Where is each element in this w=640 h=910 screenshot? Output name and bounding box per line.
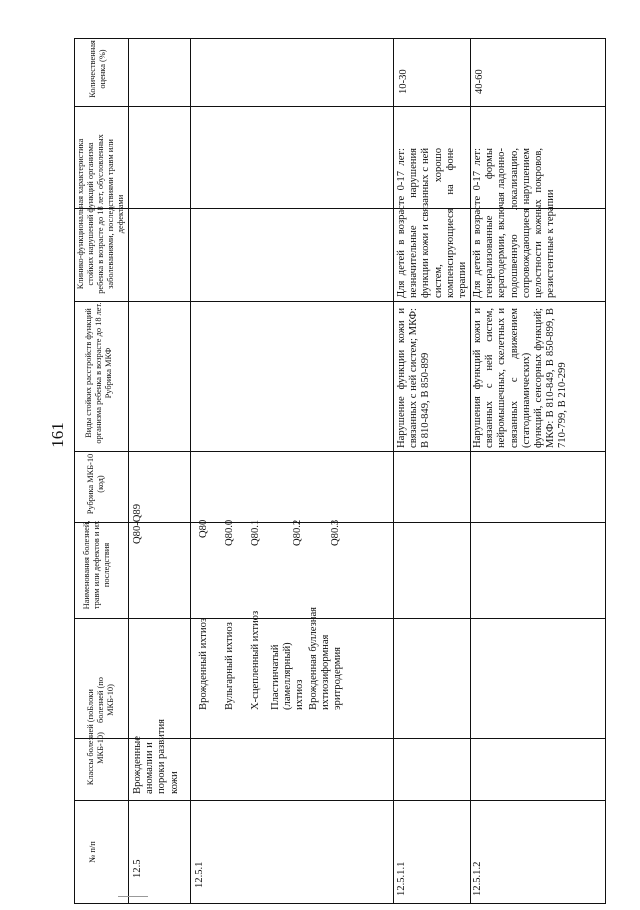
header-quant: Количественная оценка (%) [88, 40, 107, 98]
clinical-text: Для детей в возрасте 0-17 лет: незначительные нарушения функции кожи и связанных с ней систем, хорошо компенсирующиеся на фоне терапии [396, 148, 469, 298]
disease-name: Врожденная буллезная ихтиозиформная эритродермия [308, 606, 344, 710]
types-text: Нарушение функции кожи и связанных с ней систем; МКФ: В 810-849, В 850-899 [396, 308, 432, 448]
disease-name: Вульгарный ихтиоз [224, 622, 235, 710]
row-num: 12.5.1.2 [472, 861, 483, 896]
divider-line [74, 800, 606, 801]
disease-code: Q80 [198, 519, 209, 538]
disease-code: Q80.0 [224, 519, 235, 546]
header-num: № п/п [88, 841, 97, 863]
divider-line [74, 301, 606, 302]
scan-mark [118, 896, 148, 897]
row-divider [470, 38, 471, 904]
row-num: 12.5.1 [194, 861, 205, 888]
block-code: Q80-Q89 [132, 503, 143, 544]
document-table [74, 38, 606, 910]
header-blocks: Блоки болезней (по МКБ-10) [86, 677, 115, 723]
row-divider [190, 38, 191, 904]
row-divider [128, 38, 129, 904]
quant-value: 40-60 [474, 69, 485, 94]
row-num: 12.5 [132, 859, 143, 878]
header-clinical: Клинико-функциональная характеристика стойких нарушений функций организма ребенка в возрасте до 18 лет, обусловленных заболеваниями, последствиями травм или дефектами [76, 134, 125, 294]
block-name: Врожденные аномалии и пороки развития кожи [132, 718, 180, 794]
disease-name: Пластинчатый (ламеллярный) ихтиоз [270, 642, 306, 710]
types-text: Нарушения функций кожи и связанных с ней систем, нейромышечных, скелетных и связанных с движением (статодинамических) функций, сенсорных функций; МКФ: В 810-849, В 850-899, В 710-799, В 210-299 [472, 308, 569, 448]
disease-name: Х-сцепленный ихтиоз [250, 610, 261, 710]
header-rubric: Рубрика МКБ-10 (код) [86, 453, 105, 515]
disease-code: Q80.2 [292, 519, 303, 546]
row-divider [393, 38, 394, 904]
disease-code: Q80.1 [250, 519, 261, 546]
divider-line [74, 451, 606, 452]
page-number: 161 [48, 422, 67, 448]
disease-name: Врожденный ихтиоз [198, 617, 209, 710]
row-num: 12.5.1.1 [396, 861, 407, 896]
header-types: Виды стойких расстройств функций организма ребенка в возрасте до 18 лет. Рубрика МКФ [84, 302, 113, 444]
header-names: Наименования болезней, травм или дефектов и их последствия [82, 520, 111, 610]
divider-line [74, 106, 606, 107]
quant-value: 10-30 [398, 69, 409, 94]
header-classes: Классы болезней (по МКБ-10) [86, 710, 105, 786]
clinical-text: Для детей в возрасте 0-17 лет: генерализованные формы кератодермии, включая ладонно-подошвенную локализацию, сопровождающиеся нарушением целостности кожных покровов, резистентные к терапии [472, 148, 557, 298]
disease-code: Q80.3 [330, 519, 341, 546]
